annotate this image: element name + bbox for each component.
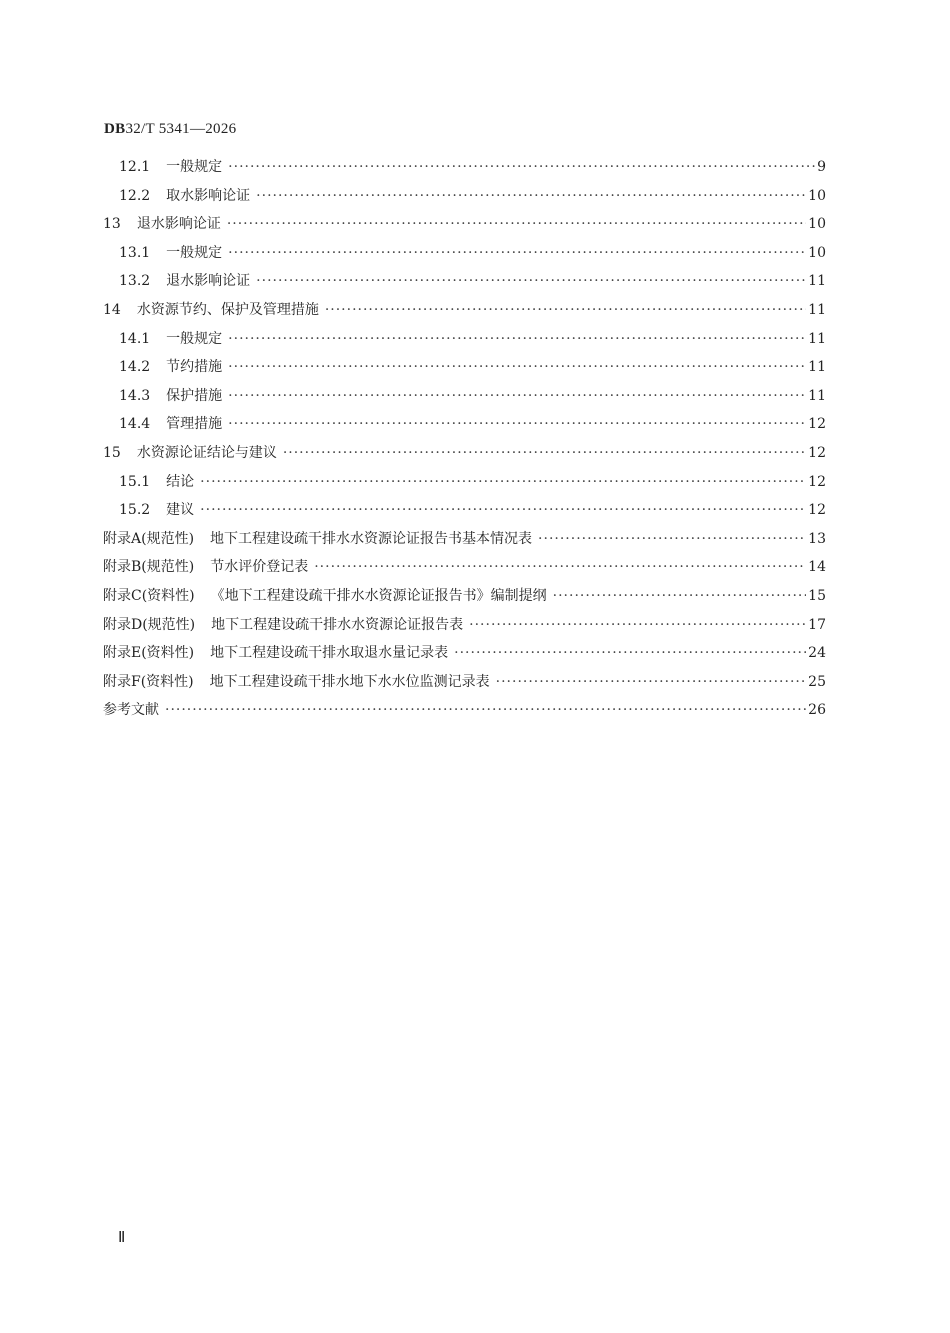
toc-entry-number: 15.1 — [119, 473, 151, 490]
toc-entry-page: 10 — [808, 187, 826, 204]
toc-entry-title: 保护措施 — [166, 387, 223, 404]
doc-id-prefix: DB — [104, 121, 126, 137]
toc-entry-page: 25 — [808, 673, 826, 690]
toc-dot-leader — [496, 668, 807, 696]
toc-entry[interactable] — [119, 410, 826, 438]
toc-entry-title: 一般规定 — [166, 244, 223, 261]
toc-entry[interactable] — [119, 496, 826, 524]
toc-entry-number: 13.2 — [119, 273, 151, 290]
toc-entry-page: 24 — [808, 645, 826, 662]
toc-entry[interactable] — [103, 582, 826, 610]
toc-entry-page: 26 — [808, 702, 826, 719]
toc-entry-number: 12.2 — [119, 187, 151, 204]
toc-entry-page: 13 — [808, 530, 826, 547]
toc-entry[interactable] — [103, 696, 826, 724]
toc-entry[interactable] — [119, 182, 826, 210]
toc-entry-title: 地下工程建设疏干排水水资源论证报告书基本情况表 — [210, 530, 533, 547]
toc-entry-title: 地下工程建设疏干排水水资源论证报告表 — [211, 616, 464, 633]
toc-entry-number: 15 — [103, 445, 121, 461]
toc-entry-page: 14 — [808, 559, 826, 576]
toc-entry-number: 附录C(资料性) — [103, 588, 195, 604]
toc-entry-title: 地下工程建设疏干排水地下水水位监测记录表 — [209, 673, 490, 690]
toc-entry-page: 12 — [808, 473, 826, 490]
toc-dot-leader — [228, 410, 806, 438]
toc-entry-number: 13 — [103, 216, 121, 233]
toc-entry[interactable] — [119, 325, 826, 353]
toc-entry-number: 参考文献 — [103, 702, 159, 719]
toc-entry-page: 12 — [808, 445, 826, 461]
toc-dot-leader — [256, 182, 806, 210]
toc-entry[interactable] — [103, 553, 826, 581]
toc-entry[interactable] — [103, 525, 826, 553]
toc-entry-number: 15.2 — [119, 502, 151, 519]
toc-entry[interactable] — [119, 153, 826, 181]
toc-entry-number: 附录A(规范性) — [103, 530, 195, 547]
toc-entry[interactable] — [119, 267, 826, 295]
toc-entry-number: 附录F(资料性) — [103, 673, 194, 690]
toc-entry-number: 附录B(规范性) — [103, 559, 195, 576]
toc-entry-page: 12 — [808, 416, 826, 433]
toc-entry[interactable] — [119, 353, 826, 381]
toc-entry-number: 14.4 — [119, 416, 151, 433]
toc-entry-number: 14 — [103, 302, 121, 318]
toc-entry[interactable] — [119, 468, 826, 496]
toc-dot-leader — [283, 439, 806, 467]
toc-entry-title: 退水影响论证 — [166, 273, 251, 290]
toc-entry-number: 14.2 — [119, 359, 151, 376]
toc-entry-page: 9 — [817, 159, 826, 175]
toc-entry[interactable] — [119, 239, 826, 267]
toc-entry-title: 管理措施 — [166, 416, 223, 433]
toc-entry[interactable] — [103, 439, 826, 467]
toc-entry-page: 10 — [808, 244, 826, 261]
toc-entry-number: 14.1 — [119, 330, 151, 347]
toc-entry-page: 12 — [808, 502, 826, 519]
toc-dot-leader — [325, 296, 806, 324]
toc-dot-leader — [200, 468, 806, 496]
toc-dot-leader — [228, 382, 806, 410]
document-header — [104, 121, 236, 138]
toc-entry-title: 节约措施 — [166, 359, 223, 376]
toc-entry-page: 15 — [808, 588, 826, 604]
toc-dot-leader — [228, 353, 806, 381]
toc-entry-number: 附录D(规范性) — [103, 616, 196, 633]
toc-entry[interactable] — [103, 210, 826, 238]
doc-id-number: 32/T 5341—2026 — [125, 121, 237, 137]
toc-entry-title: 建议 — [166, 502, 195, 519]
toc-entry-title: 退水影响论证 — [136, 216, 221, 233]
toc-entry-page: 10 — [808, 216, 826, 233]
toc-entry-page: 11 — [808, 387, 826, 404]
toc-entry-title: 水资源节约、保护及管理措施 — [136, 302, 319, 318]
toc-entry-page: 11 — [808, 359, 826, 376]
toc-entry-title: 水资源论证结论与建议 — [136, 445, 277, 461]
toc-dot-leader — [227, 210, 806, 238]
toc-entry[interactable] — [103, 296, 826, 324]
toc-entry-number: 附录E(资料性) — [103, 645, 195, 662]
toc-dot-leader — [228, 325, 806, 353]
toc-entry-page: 11 — [808, 273, 826, 290]
toc-entry-title: 《地下工程建设疏干排水水资源论证报告书》编制提纲 — [210, 588, 547, 604]
toc-dot-leader — [165, 696, 806, 724]
toc-dot-leader — [469, 611, 806, 639]
toc-dot-leader — [200, 496, 806, 524]
toc-entry[interactable] — [103, 668, 826, 696]
toc-entry-page: 11 — [808, 302, 826, 318]
toc-entry[interactable] — [103, 639, 826, 667]
toc-dot-leader — [538, 525, 806, 553]
toc-dot-leader — [553, 582, 807, 610]
toc-entry-page: 17 — [808, 616, 826, 633]
toc-dot-leader — [314, 553, 806, 581]
toc-entry-number: 14.3 — [119, 387, 151, 404]
toc-entry[interactable] — [119, 382, 826, 410]
toc-entry-page: 11 — [808, 330, 826, 347]
toc-dot-leader — [454, 639, 806, 667]
toc-entry[interactable] — [103, 611, 826, 639]
toc-entry-title: 一般规定 — [166, 159, 223, 175]
toc-entry-number: 12.1 — [119, 159, 151, 175]
toc-entry-title: 结论 — [166, 473, 195, 490]
page-number: Ⅱ — [118, 1230, 126, 1246]
toc-entry-title: 一般规定 — [166, 330, 223, 347]
toc-entry-number: 13.1 — [119, 244, 151, 261]
toc-dot-leader — [256, 267, 806, 295]
toc-dot-leader — [228, 153, 815, 181]
toc-entry-title: 地下工程建设疏干排水取退水量记录表 — [210, 645, 449, 662]
toc-dot-leader — [228, 239, 806, 267]
toc-entry-title: 取水影响论证 — [166, 187, 251, 204]
toc-entry-title: 节水评价登记表 — [210, 559, 309, 576]
